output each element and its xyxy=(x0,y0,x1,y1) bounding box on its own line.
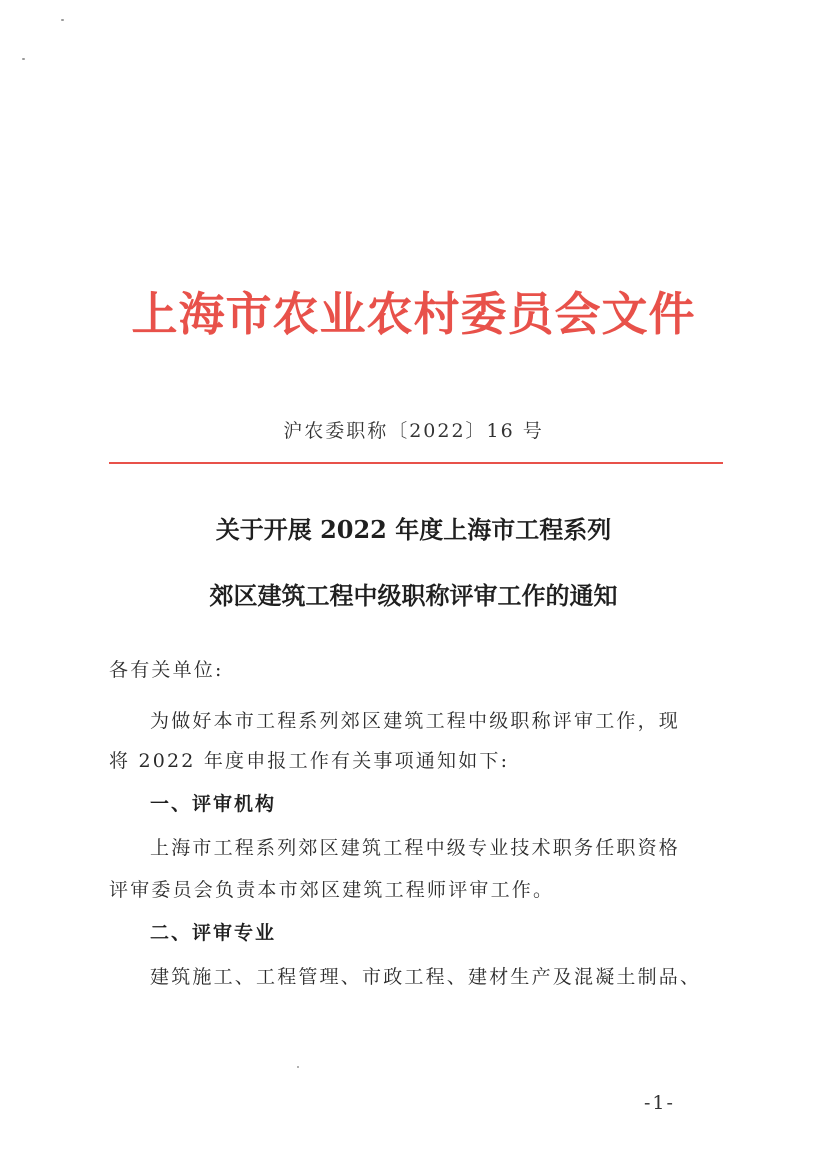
page-number: -1- xyxy=(644,1092,675,1114)
salutation: 各有关单位: xyxy=(109,659,224,681)
notice-title-line-1: 关于开展 2022 年度上海市工程系列 xyxy=(215,515,612,544)
intro-paragraph-line-1: 为做好本市工程系列郊区建筑工程中级职称评审工作，现 xyxy=(150,710,681,732)
section-heading-2: 二、评审专业 xyxy=(150,922,277,944)
document-header-title: 上海市农业农村委员会文件 xyxy=(131,287,696,341)
section-1-line-1: 上海市工程系列郊区建筑工程中级专业技术职务任职资格 xyxy=(150,837,681,859)
section-heading-1: 一、评审机构 xyxy=(150,793,277,815)
scan-speck xyxy=(297,1066,299,1068)
intro-paragraph-line-2: 将 2022 年度申报工作有关事项通知如下: xyxy=(109,750,510,772)
scan-speck xyxy=(61,19,64,21)
notice-title-line-2: 郊区建筑工程中级职称评审工作的通知 xyxy=(209,581,618,610)
section-2-line-1: 建筑施工、工程管理、市政工程、建材生产及混凝土制品、 xyxy=(150,966,702,988)
document-number: 沪农委职称〔2022〕16 号 xyxy=(283,420,544,442)
header-divider xyxy=(109,462,723,464)
scan-speck xyxy=(22,58,25,60)
section-1-line-2: 评审委员会负责本市郊区建筑工程师评审工作。 xyxy=(109,879,555,901)
